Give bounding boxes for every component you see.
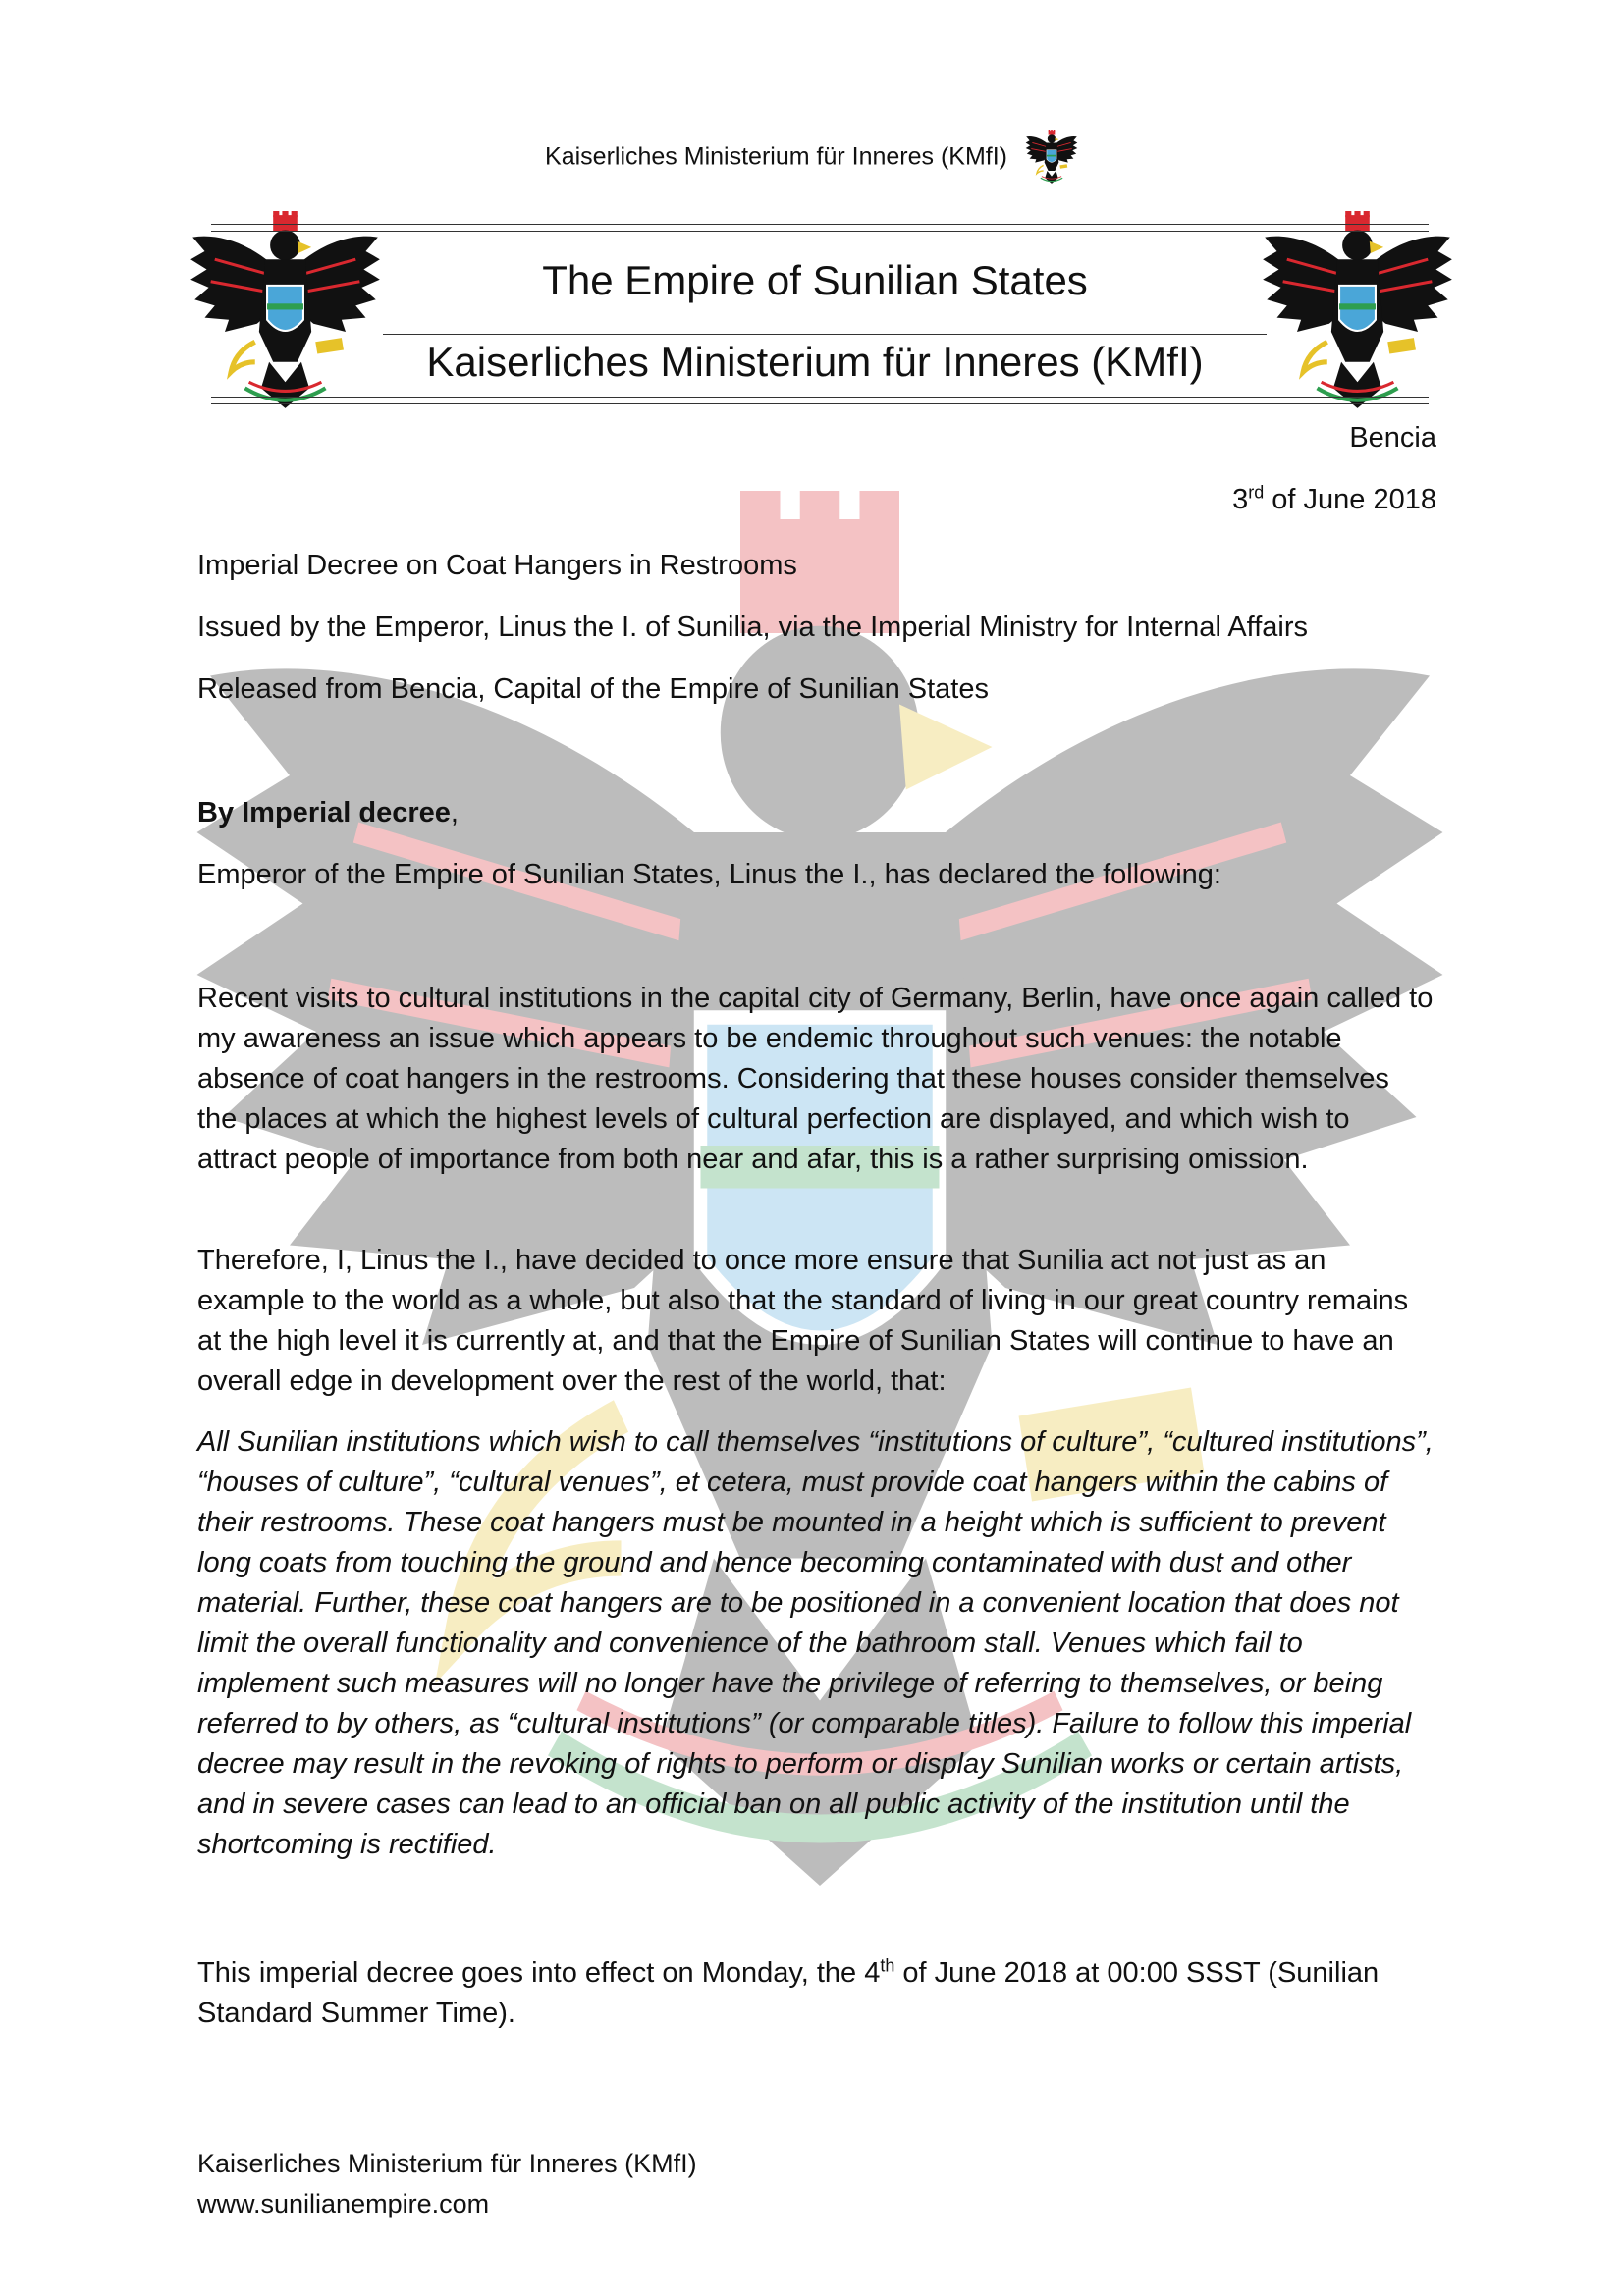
letterhead-top-rule: [211, 224, 1429, 225]
coat-of-arms-eagle-icon: [185, 211, 386, 412]
letterhead-ministry: Kaiserliches Ministerium für Inneres (KMfI): [426, 339, 1204, 385]
effective-date: This imperial decree goes into effect on Monday, the 4th of June 2018 at 00:00 SSST (Sunilian Standard Summer Time).: [197, 1955, 1380, 2029]
body-paragraph-2: Therefore, I, Linus the I., have decided to once more ensure that Sunilia act not just as an example to the world as a whole, but also that the standard of living in our great country remains at the high level it is currently at, and that the Empire of Sunilian States will continue to have an overall edge in development over the rest of the world, that:: [197, 1245, 1409, 1397]
decree-released-from: Released from Bencia, Capital of the Empire of Sunilian States: [197, 673, 989, 705]
letterhead-bottom-rule-thin: [211, 403, 1429, 404]
footer-website: www.sunilianempire.com: [197, 2189, 490, 2218]
place: Bencia: [1349, 422, 1436, 454]
preamble-declaration: Emperor of the Empire of Sunilian States, Linus the I., has declared the following:: [197, 859, 1221, 890]
footer-ministry: Kaiserliches Ministerium für Inneres (KMfI): [197, 2149, 697, 2178]
decree-text: All Sunilian institutions which wish to call themselves “institutions of culture”, “cultured institutions”, “houses of culture”, “cultural venues”, et cetera, must provide coat hangers within the cabins of their restrooms. These coat hangers must be mounted in a height which is sufficient to prevent long coats from touching the ground and hence becoming contaminated with dust and other material. Further, these coat hangers are to be positioned in a convenient location that does not limit the overall functionality and convenience of the bathroom stall. Venues which fail to implement such measures will no longer have the privilege of referring to themselves, or being referred to by others, as “cultural institutions” (or comparable titles). Failure to follow this imperial decree may result in the revoking of rights to perform or display Sunilian works or certain artists, and in severe cases can lead to an official ban on all public activity of the institution until the shortcoming is rectified.: [197, 1426, 1434, 1860]
body-paragraph-1: Recent visits to cultural institutions in the capital city of Germany, Berlin, have once again called to my awareness an issue which appears to be endemic throughout such venues: the notable absence of coat hangers in the restrooms. Considering that these houses consider themselves the places at which the highest levels of cultural perfection are displayed, and which wish to attract people of importance from both near and afar, this is a rather surprising omission.: [197, 983, 1434, 1175]
preamble-heading: By Imperial decree,: [197, 797, 459, 828]
letterhead-title: The Empire of Sunilian States: [542, 257, 1088, 303]
coat-of-arms-eagle-icon: [1257, 211, 1458, 412]
running-header-text: Kaiserliches Ministerium für Inneres (KMfI): [545, 142, 1007, 171]
letterhead-top-rule-thin: [211, 231, 1429, 232]
letterhead-bottom-rule: [211, 397, 1429, 398]
decree-title: Imperial Decree on Coat Hangers in Restrooms: [197, 550, 797, 581]
coat-of-arms-eagle-icon: [1024, 128, 1079, 187]
date: 3rd of June 2018: [1232, 482, 1436, 515]
running-header: [0, 128, 1624, 187]
letterhead-middle-rule: [383, 334, 1267, 335]
decree-issued-by: Issued by the Emperor, Linus the I. of Sunilia, via the Imperial Ministry for Internal Affairs: [197, 612, 1308, 643]
footer: [197, 2144, 697, 2224]
